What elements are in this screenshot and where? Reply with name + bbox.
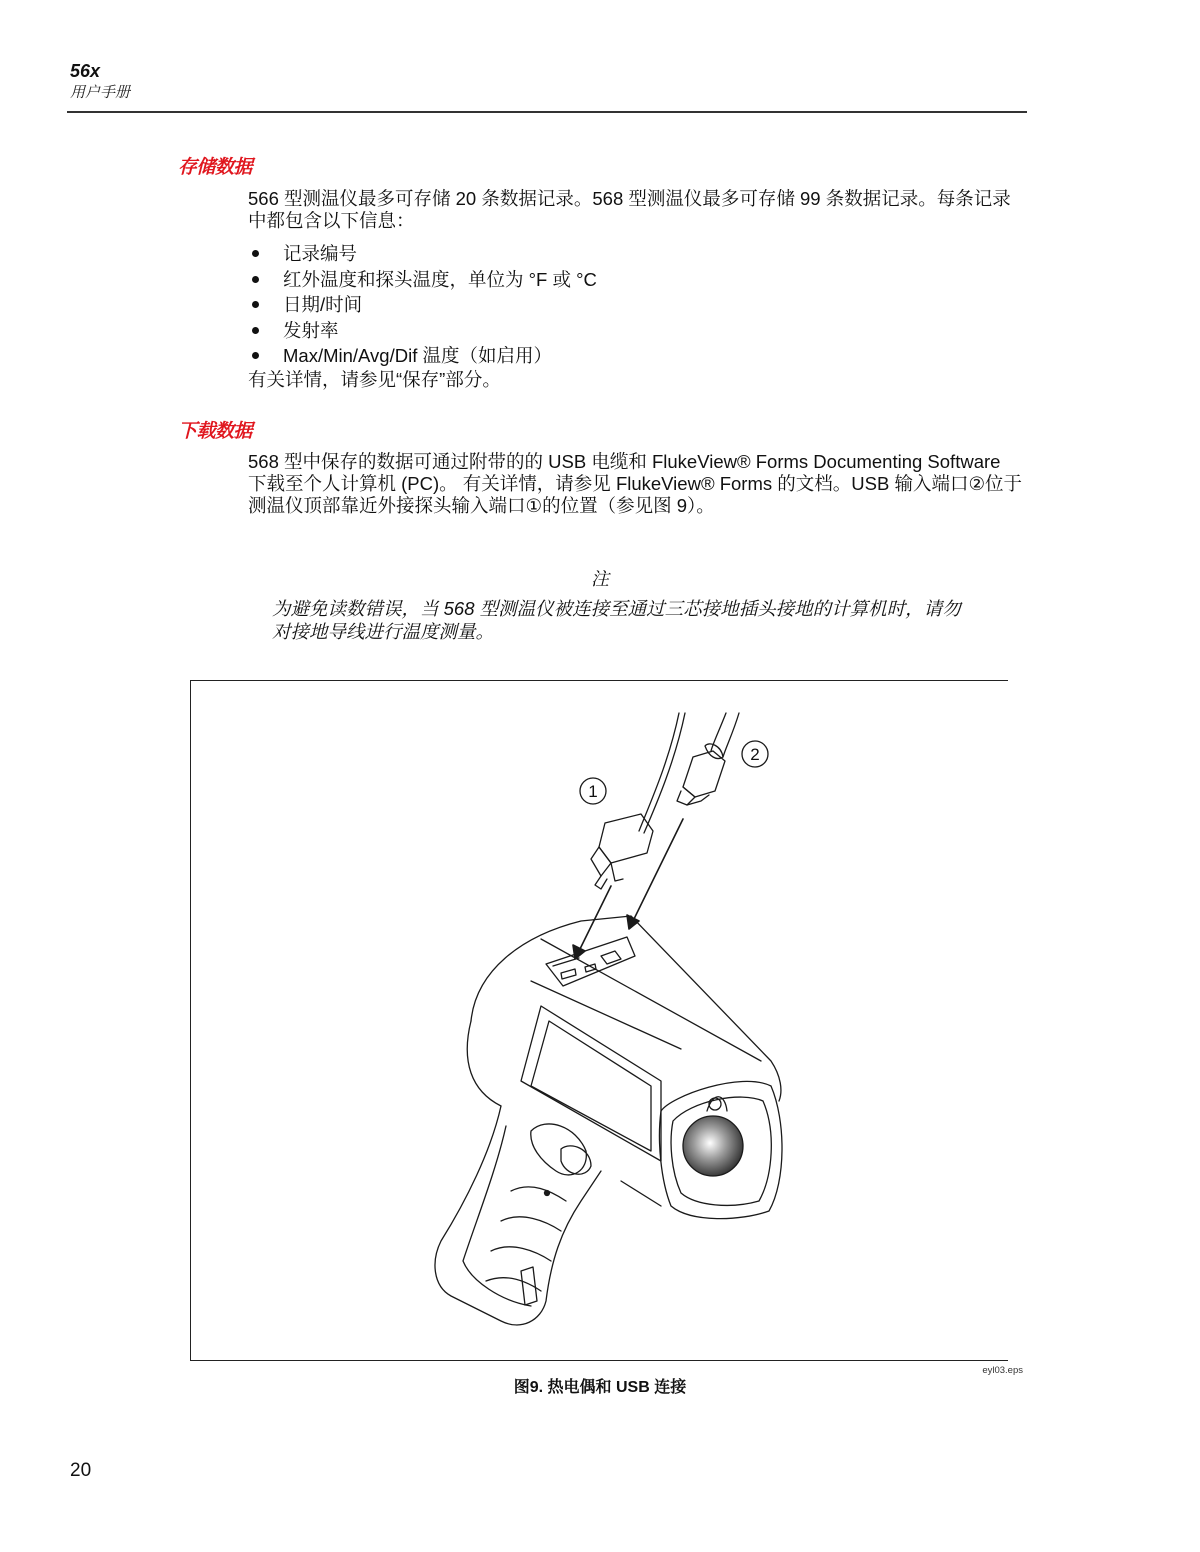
header-divider bbox=[67, 111, 1027, 113]
thermometer-body bbox=[435, 916, 782, 1325]
callout-1-icon bbox=[580, 778, 606, 804]
thermometer-connection-illustration bbox=[191, 681, 1009, 1362]
list-item: 发射率 bbox=[248, 318, 597, 344]
document-model-title: 56x bbox=[70, 61, 101, 81]
list-item: 记录编号 bbox=[248, 241, 597, 267]
page-number: 20 bbox=[70, 1460, 92, 1481]
bullet-icon bbox=[252, 250, 259, 257]
store-data-footer: 有关详情，请参见“保存”部分。 bbox=[248, 369, 501, 390]
usb-plug-icon bbox=[677, 713, 739, 805]
record-contents-list bbox=[248, 241, 597, 369]
figure-file-label: eyl03.eps bbox=[982, 1365, 1023, 1376]
list-item: 日期/时间 bbox=[248, 292, 597, 318]
section-heading-download-data: 下载数据 bbox=[178, 421, 253, 442]
bullet-icon bbox=[252, 352, 259, 359]
callout-2-icon bbox=[742, 741, 768, 767]
figure-frame bbox=[190, 680, 1008, 1361]
bullet-icon bbox=[252, 276, 259, 283]
svg-text:1: 1 bbox=[588, 782, 598, 801]
figure-caption: 图9. 热电偶和 USB 连接 bbox=[513, 1379, 687, 1396]
bullet-icon bbox=[252, 301, 259, 308]
thermocouple-plug-icon bbox=[591, 713, 685, 889]
document-subtitle: 用户手册 bbox=[70, 84, 131, 101]
note-title: 注 bbox=[591, 569, 609, 589]
download-data-body: 568 型中保存的数据可通过附带的的 USB 电缆和 FlukeView® Forms Documenting Software 下载至个人计算机 (PC)。 有关详情，请参见 FlukeView® Forms 的文档。USB 输入端口②位于测温仪顶部靠近外接探头输入端口①的位置（参见图 9）。 bbox=[248, 451, 1023, 516]
svg-text:2: 2 bbox=[750, 745, 760, 764]
store-data-intro: 566 型测温仪最多可存储 20 条数据记录。568 型测温仪最多可存储 99 条数据记录。每条记录中都包含以下信息： bbox=[248, 188, 1011, 231]
list-item: Max/Min/Avg/Dif 温度（如启用） bbox=[248, 343, 597, 369]
section-heading-store-data: 存储数据 bbox=[178, 157, 253, 178]
bullet-icon bbox=[252, 327, 259, 334]
note-body: 为避免读数错误，当 568 型测温仪被连接至通过三芯接地插头接地的计算机时，请勿对接地导线进行温度测量。 bbox=[272, 598, 961, 642]
list-item: 红外温度和探头温度，单位为 °F 或 °C bbox=[248, 267, 597, 293]
